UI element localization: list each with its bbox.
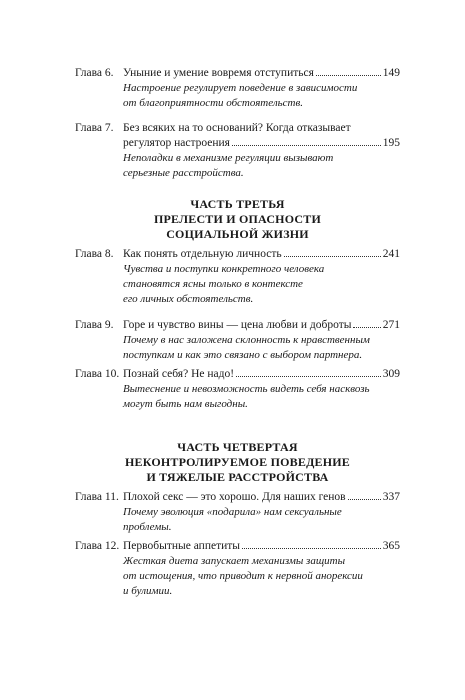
description-line: Чувства и поступки конкретного человека: [123, 263, 325, 275]
chapter-title: Горе и чувство вины — цена любви и доброты: [123, 319, 352, 331]
description-line: серьезные расстройства.: [123, 167, 244, 179]
description-line: Жесткая диета запускает механизмы защиты: [123, 555, 346, 567]
chapter-description: [123, 151, 400, 181]
dot-leader: [232, 145, 381, 146]
part-heading-line: ЧАСТЬ ТРЕТЬЯ: [190, 197, 285, 211]
description-line: Неполадки в механизме регуляции вызывают: [123, 152, 334, 164]
part-heading: [75, 440, 400, 485]
page-number: 271: [382, 319, 400, 331]
part-heading-line: ЧАСТЬ ЧЕТВЕРТАЯ: [177, 440, 298, 454]
description-line: проблемы.: [123, 521, 172, 533]
dot-leader: [348, 499, 381, 500]
chapter-title: регулятор настроения: [123, 137, 230, 149]
description-line: Почему эволюция «подарила» нам сексуальные: [123, 506, 342, 518]
page-number: 149: [382, 67, 400, 79]
description-line: его личных обстоятельств.: [123, 293, 254, 305]
description-line: и булимии.: [123, 585, 173, 597]
description-line: от благоприятности обстоятельств.: [123, 97, 304, 109]
chapter-title: Уныние и умение вовремя отступиться: [123, 67, 314, 79]
chapter-description: [123, 81, 400, 111]
toc-entry: [75, 539, 400, 599]
chapter-description: [123, 505, 400, 535]
chapter-description: [123, 262, 400, 307]
page-number: 309: [382, 368, 400, 380]
dot-leader: [242, 548, 381, 549]
chapter-label: Глава 12.: [75, 540, 120, 552]
chapter-label: Глава 7.: [75, 122, 114, 134]
toc-entry: [75, 66, 400, 111]
chapter-description: [123, 333, 400, 363]
description-line: Вытеснение и невозможность видеть себя насквозь: [123, 383, 370, 395]
description-line: могут быть нам выгодны.: [123, 398, 248, 410]
chapter-title: Как понять отдельную личность: [123, 248, 282, 260]
toc-entry: [75, 247, 400, 307]
description-line: поступкам и как это связано с выбором партнера.: [123, 349, 363, 361]
toc-entry: [75, 490, 400, 535]
dot-leader: [236, 376, 381, 377]
page-number: 365: [382, 540, 400, 552]
chapter-label: Глава 8.: [75, 248, 114, 260]
part-heading: [75, 197, 400, 242]
description-line: становятся ясны только в контексте: [123, 278, 303, 290]
toc-entry: [75, 121, 400, 181]
page-number: 195: [382, 137, 400, 149]
page-number: 241: [382, 248, 400, 260]
description-line: Настроение регулирует поведение в зависимости: [123, 82, 358, 94]
chapter-label: Глава 6.: [75, 67, 114, 79]
dot-leader: [284, 256, 381, 257]
toc-entry: [75, 367, 400, 412]
dot-leader: [316, 75, 381, 76]
chapter-label: Глава 9.: [75, 319, 114, 331]
chapter-label: Глава 10.: [75, 368, 120, 380]
chapter-label: Глава 11.: [75, 491, 119, 503]
dot-leader: [353, 327, 380, 328]
chapter-description: [123, 554, 400, 599]
part-heading-line: НЕКОНТРОЛИРУЕМОЕ ПОВЕДЕНИЕ: [125, 455, 350, 469]
chapter-title: Плохой секс — это хорошо. Для наших генов: [123, 491, 346, 503]
part-heading-line: ПРЕЛЕСТИ И ОПАСНОСТИ: [153, 212, 321, 226]
part-heading-line: СОЦИАЛЬНОЙ ЖИЗНИ: [166, 227, 309, 241]
chapter-title: Первобытные аппетиты: [123, 540, 241, 552]
part-heading-line: И ТЯЖЕЛЫЕ РАССТРОЙСТВА: [146, 470, 329, 484]
chapter-description: [123, 382, 400, 412]
chapter-title-line: Без всяких на то оснований? Когда отказывает: [123, 122, 351, 134]
description-line: Почему в нас заложена склонность к нравственным: [123, 334, 370, 346]
page-number: 337: [382, 491, 400, 503]
toc-entry: [75, 318, 400, 363]
chapter-title: Познай себя? Не надо!: [123, 368, 235, 380]
description-line: от истощения, что приводит к нервной анорексии: [123, 570, 363, 582]
